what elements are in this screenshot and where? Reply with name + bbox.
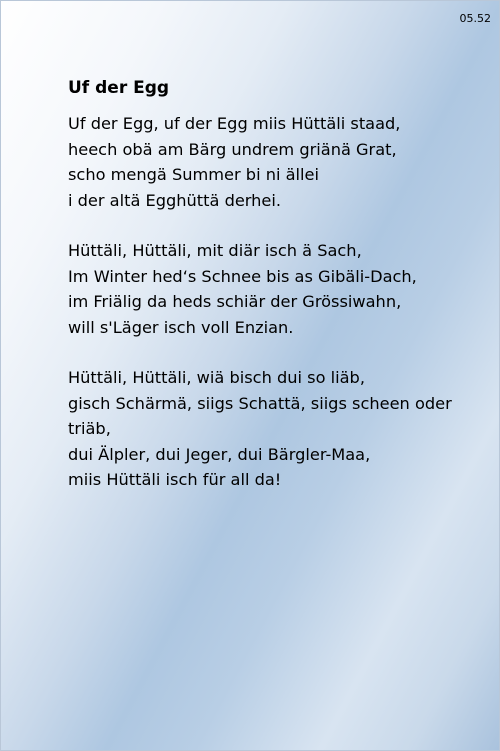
lyric-line: will s'Läger isch voll Enzian. (68, 317, 294, 337)
lyric-line: Hüttäli, Hüttäli, mit diär isch ä Sach, (68, 241, 362, 260)
song-title: Uf der Egg (68, 78, 170, 98)
lyric-line: Hüttäli, Hüttäli, wiä bisch dui so liäb, (68, 368, 365, 387)
stanza-1 (68, 111, 488, 213)
lyric-line: heech obä am Bärg undrem griänä Grat, (68, 139, 397, 159)
lyric-line: triäb, (68, 419, 111, 438)
lyric-line: miis Hüttäli isch für all da! (68, 470, 282, 489)
lyric-line: im Friälig da heds schiär der Grössiwahn, (68, 292, 402, 311)
song-content (68, 75, 488, 518)
lyric-line: Uf der Egg, uf der Egg miis Hüttäli staad, (68, 114, 401, 133)
lyric-line: dui Älpler, dui Jeger, dui Bärgler-Maa, (68, 444, 371, 464)
lyric-line: i der altä Egghüttä derhei. (68, 190, 282, 210)
lyric-line: scho mengä Summer bi ni ällei (68, 165, 319, 184)
stanza-2 (68, 238, 488, 340)
lyric-line: Im Winter hed‘s Schnee bis as Gibäli-Dach, (68, 266, 417, 286)
lyric-line: gisch Schärmä, siigs Schattä, siigs scheen oder (68, 393, 452, 413)
page-number: 05.52 (459, 12, 491, 25)
stanza-3 (68, 365, 488, 493)
